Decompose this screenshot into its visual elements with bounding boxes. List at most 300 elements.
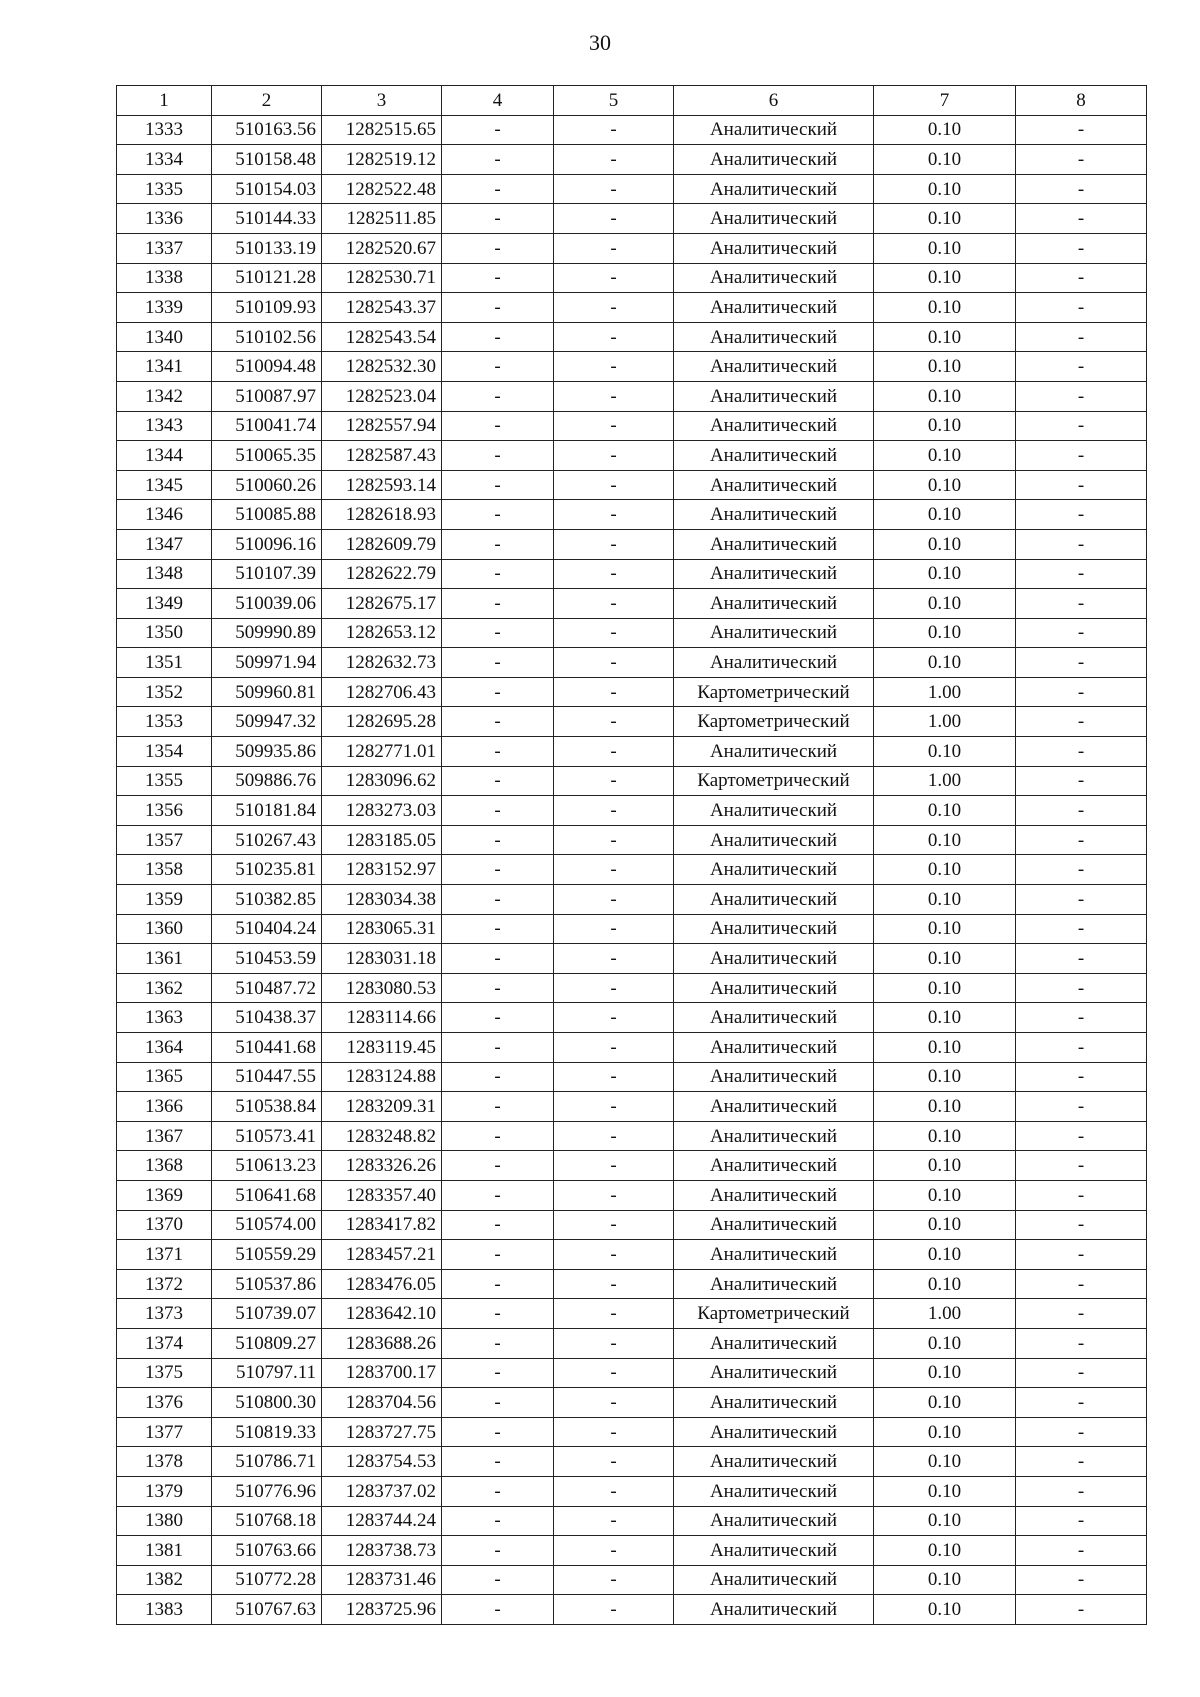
column-8-cell: - [1016,381,1147,411]
method-cell: Аналитический [674,411,874,441]
table-row [117,737,1147,767]
x-coordinate-cell: 510487.72 [212,973,322,1003]
column-8-cell: - [1016,796,1147,826]
y-coordinate-cell: 1283065.31 [322,914,442,944]
column-4-cell: - [442,1151,554,1181]
method-cell: Аналитический [674,1269,874,1299]
column-8-cell: - [1016,618,1147,648]
method-cell: Аналитический [674,973,874,1003]
column-5-cell: - [554,441,674,471]
accuracy-cell: 0.10 [874,1121,1016,1151]
accuracy-cell: 0.10 [874,1476,1016,1506]
column-5-cell: - [554,263,674,293]
column-8-cell: - [1016,174,1147,204]
x-coordinate-cell: 509990.89 [212,618,322,648]
accuracy-cell: 0.10 [874,1358,1016,1388]
y-coordinate-cell: 1283700.17 [322,1358,442,1388]
x-coordinate-cell: 510809.27 [212,1328,322,1358]
column-8-cell: - [1016,233,1147,263]
method-cell: Аналитический [674,1565,874,1595]
y-coordinate-cell: 1283096.62 [322,766,442,796]
y-coordinate-cell: 1282522.48 [322,174,442,204]
table-row [117,914,1147,944]
table-row [117,1210,1147,1240]
column-8-cell: - [1016,973,1147,1003]
y-coordinate-cell: 1283476.05 [322,1269,442,1299]
y-coordinate-cell: 1283725.96 [322,1595,442,1625]
column-4-cell: - [442,914,554,944]
accuracy-cell: 0.10 [874,1033,1016,1063]
column-8-cell: - [1016,1003,1147,1033]
column-4-cell: - [442,1121,554,1151]
accuracy-cell: 0.10 [874,145,1016,175]
x-coordinate-cell: 510158.48 [212,145,322,175]
method-cell: Аналитический [674,648,874,678]
accuracy-cell: 0.10 [874,115,1016,145]
x-coordinate-cell: 510447.55 [212,1062,322,1092]
page-number: 30 [589,30,611,55]
x-coordinate-cell: 509971.94 [212,648,322,678]
y-coordinate-cell: 1283114.66 [322,1003,442,1033]
x-coordinate-cell: 510144.33 [212,204,322,234]
accuracy-cell: 0.10 [874,1092,1016,1122]
y-coordinate-cell: 1283642.10 [322,1299,442,1329]
y-coordinate-cell: 1283080.53 [322,973,442,1003]
x-coordinate-cell: 510133.19 [212,233,322,263]
x-coordinate-cell: 510786.71 [212,1447,322,1477]
column-8-cell: - [1016,944,1147,974]
point-number-cell: 1370 [117,1210,212,1240]
table-row [117,973,1147,1003]
column-4-cell: - [442,174,554,204]
table-row [117,707,1147,737]
table-row [117,145,1147,175]
column-8-cell: - [1016,1121,1147,1151]
point-number-cell: 1351 [117,648,212,678]
y-coordinate-cell: 1282706.43 [322,677,442,707]
accuracy-cell: 0.10 [874,618,1016,648]
accuracy-cell: 0.10 [874,559,1016,589]
column-8-cell: - [1016,115,1147,145]
point-number-cell: 1381 [117,1536,212,1566]
column-4-cell: - [442,352,554,382]
method-cell: Аналитический [674,500,874,530]
y-coordinate-cell: 1282557.94 [322,411,442,441]
method-cell: Аналитический [674,1240,874,1270]
column-4-cell: - [442,1033,554,1063]
column-4-cell: - [442,1565,554,1595]
column-4-cell: - [442,1180,554,1210]
y-coordinate-cell: 1283119.45 [322,1033,442,1063]
method-cell: Аналитический [674,115,874,145]
table-row [117,1180,1147,1210]
table-row [117,174,1147,204]
column-8-cell: - [1016,885,1147,915]
method-cell: Аналитический [674,914,874,944]
accuracy-cell: 0.10 [874,381,1016,411]
accuracy-cell: 0.10 [874,1328,1016,1358]
column-5-cell: - [554,1476,674,1506]
column-5-cell: - [554,1210,674,1240]
table-row [117,263,1147,293]
y-coordinate-cell: 1282511.85 [322,204,442,234]
method-cell: Аналитический [674,825,874,855]
column-8-cell: - [1016,322,1147,352]
column-4-cell: - [442,1328,554,1358]
method-cell: Аналитический [674,529,874,559]
y-coordinate-cell: 1282587.43 [322,441,442,471]
y-coordinate-cell: 1282543.37 [322,293,442,323]
point-number-cell: 1368 [117,1151,212,1181]
point-number-cell: 1349 [117,589,212,619]
point-number-cell: 1348 [117,559,212,589]
point-number-cell: 1340 [117,322,212,352]
method-cell: Аналитический [674,441,874,471]
accuracy-cell: 0.10 [874,441,1016,471]
point-number-cell: 1338 [117,263,212,293]
y-coordinate-cell: 1283209.31 [322,1092,442,1122]
column-8-cell: - [1016,1062,1147,1092]
method-cell: Аналитический [674,174,874,204]
table-row [117,766,1147,796]
method-cell: Аналитический [674,944,874,974]
column-4-cell: - [442,973,554,1003]
column-4-cell: - [442,589,554,619]
y-coordinate-cell: 1282530.71 [322,263,442,293]
column-4-cell: - [442,1595,554,1625]
x-coordinate-cell: 510107.39 [212,559,322,589]
x-coordinate-cell: 510102.56 [212,322,322,352]
point-number-cell: 1352 [117,677,212,707]
table-row [117,1033,1147,1063]
column-4-cell: - [442,1506,554,1536]
column-4-cell: - [442,204,554,234]
accuracy-cell: 0.10 [874,885,1016,915]
point-number-cell: 1374 [117,1328,212,1358]
y-coordinate-cell: 1283248.82 [322,1121,442,1151]
column-8-cell: - [1016,1240,1147,1270]
column-5-cell: - [554,1417,674,1447]
column-5-cell: - [554,1299,674,1329]
y-coordinate-cell: 1283744.24 [322,1506,442,1536]
column-4-cell: - [442,500,554,530]
table-row [117,825,1147,855]
column-5-cell: - [554,293,674,323]
column-5-cell: - [554,825,674,855]
point-number-cell: 1356 [117,796,212,826]
method-cell: Аналитический [674,1388,874,1418]
accuracy-cell: 0.10 [874,204,1016,234]
table-row [117,618,1147,648]
accuracy-cell: 0.10 [874,914,1016,944]
point-number-cell: 1341 [117,352,212,382]
y-coordinate-cell: 1283152.97 [322,855,442,885]
column-8-cell: - [1016,352,1147,382]
column-4-cell: - [442,263,554,293]
column-8-cell: - [1016,263,1147,293]
y-coordinate-cell: 1283457.21 [322,1240,442,1270]
column-8-cell: - [1016,707,1147,737]
column-5-cell: - [554,648,674,678]
method-cell: Аналитический [674,1476,874,1506]
point-number-cell: 1373 [117,1299,212,1329]
method-cell: Аналитический [674,1033,874,1063]
column-5-cell: - [554,973,674,1003]
table-row [117,411,1147,441]
accuracy-cell: 0.10 [874,1180,1016,1210]
y-coordinate-cell: 1282609.79 [322,529,442,559]
x-coordinate-cell: 510060.26 [212,470,322,500]
accuracy-cell: 0.10 [874,352,1016,382]
method-cell: Аналитический [674,1447,874,1477]
column-4-cell: - [442,1092,554,1122]
table-row [117,1121,1147,1151]
column-5-cell: - [554,559,674,589]
column-header: 5 [554,86,674,116]
column-5-cell: - [554,1447,674,1477]
column-4-cell: - [442,1536,554,1566]
x-coordinate-cell: 510087.97 [212,381,322,411]
y-coordinate-cell: 1283704.56 [322,1388,442,1418]
method-cell: Аналитический [674,381,874,411]
column-5-cell: - [554,885,674,915]
point-number-cell: 1360 [117,914,212,944]
x-coordinate-cell: 510267.43 [212,825,322,855]
column-4-cell: - [442,1003,554,1033]
y-coordinate-cell: 1282543.54 [322,322,442,352]
table-row [117,796,1147,826]
column-5-cell: - [554,381,674,411]
column-5-cell: - [554,1240,674,1270]
table-row [117,559,1147,589]
x-coordinate-cell: 510641.68 [212,1180,322,1210]
column-5-cell: - [554,1595,674,1625]
x-coordinate-cell: 510538.84 [212,1092,322,1122]
table-row [117,352,1147,382]
column-header: 2 [212,86,322,116]
table-row [117,1092,1147,1122]
accuracy-cell: 0.10 [874,1062,1016,1092]
column-4-cell: - [442,381,554,411]
column-8-cell: - [1016,1299,1147,1329]
y-coordinate-cell: 1283738.73 [322,1536,442,1566]
column-8-cell: - [1016,1328,1147,1358]
y-coordinate-cell: 1283031.18 [322,944,442,974]
column-8-cell: - [1016,204,1147,234]
column-4-cell: - [442,1210,554,1240]
point-number-cell: 1365 [117,1062,212,1092]
method-cell: Аналитический [674,263,874,293]
method-cell: Аналитический [674,1328,874,1358]
point-number-cell: 1361 [117,944,212,974]
x-coordinate-cell: 510800.30 [212,1388,322,1418]
column-header: 4 [442,86,554,116]
column-8-cell: - [1016,145,1147,175]
x-coordinate-cell: 510573.41 [212,1121,322,1151]
accuracy-cell: 0.10 [874,1565,1016,1595]
table-row [117,677,1147,707]
method-cell: Аналитический [674,322,874,352]
column-4-cell: - [442,825,554,855]
accuracy-cell: 0.10 [874,973,1016,1003]
point-number-cell: 1376 [117,1388,212,1418]
accuracy-cell: 0.10 [874,1506,1016,1536]
column-8-cell: - [1016,825,1147,855]
point-number-cell: 1364 [117,1033,212,1063]
method-cell: Аналитический [674,1062,874,1092]
column-4-cell: - [442,293,554,323]
table-row [117,1151,1147,1181]
column-5-cell: - [554,589,674,619]
x-coordinate-cell: 510404.24 [212,914,322,944]
point-number-cell: 1379 [117,1476,212,1506]
table-row [117,885,1147,915]
column-4-cell: - [442,1388,554,1418]
table-row [117,1595,1147,1625]
x-coordinate-cell: 510163.56 [212,115,322,145]
column-4-cell: - [442,145,554,175]
column-5-cell: - [554,411,674,441]
column-5-cell: - [554,145,674,175]
x-coordinate-cell: 510094.48 [212,352,322,382]
column-8-cell: - [1016,1269,1147,1299]
column-4-cell: - [442,115,554,145]
column-5-cell: - [554,500,674,530]
method-cell: Картометрический [674,1299,874,1329]
table-row [117,500,1147,530]
method-cell: Аналитический [674,470,874,500]
x-coordinate-cell: 510537.86 [212,1269,322,1299]
method-cell: Аналитический [674,233,874,263]
y-coordinate-cell: 1283124.88 [322,1062,442,1092]
column-8-cell: - [1016,1506,1147,1536]
accuracy-cell: 0.10 [874,1447,1016,1477]
point-number-cell: 1344 [117,441,212,471]
column-8-cell: - [1016,1595,1147,1625]
accuracy-cell: 0.10 [874,1595,1016,1625]
y-coordinate-cell: 1282593.14 [322,470,442,500]
column-8-cell: - [1016,1180,1147,1210]
point-number-cell: 1339 [117,293,212,323]
x-coordinate-cell: 510121.28 [212,263,322,293]
column-8-cell: - [1016,1358,1147,1388]
table-row [117,1476,1147,1506]
column-4-cell: - [442,618,554,648]
column-5-cell: - [554,1536,674,1566]
point-number-cell: 1375 [117,1358,212,1388]
column-header: 8 [1016,86,1147,116]
accuracy-cell: 0.10 [874,855,1016,885]
x-coordinate-cell: 510776.96 [212,1476,322,1506]
column-8-cell: - [1016,411,1147,441]
column-4-cell: - [442,766,554,796]
y-coordinate-cell: 1282523.04 [322,381,442,411]
table-row [117,648,1147,678]
point-number-cell: 1345 [117,470,212,500]
table-row [117,589,1147,619]
x-coordinate-cell: 510065.35 [212,441,322,471]
y-coordinate-cell: 1283727.75 [322,1417,442,1447]
table-row [117,1417,1147,1447]
column-8-cell: - [1016,1417,1147,1447]
column-5-cell: - [554,677,674,707]
point-number-cell: 1359 [117,885,212,915]
y-coordinate-cell: 1282515.65 [322,115,442,145]
table-row [117,381,1147,411]
point-number-cell: 1377 [117,1417,212,1447]
method-cell: Аналитический [674,559,874,589]
column-8-cell: - [1016,766,1147,796]
table-row [117,1565,1147,1595]
column-8-cell: - [1016,1151,1147,1181]
table-row [117,1299,1147,1329]
column-8-cell: - [1016,293,1147,323]
column-4-cell: - [442,233,554,263]
table-row [117,944,1147,974]
column-5-cell: - [554,529,674,559]
table-row [117,1003,1147,1033]
y-coordinate-cell: 1282675.17 [322,589,442,619]
accuracy-cell: 0.10 [874,944,1016,974]
column-4-cell: - [442,1358,554,1388]
column-5-cell: - [554,766,674,796]
column-4-cell: - [442,1240,554,1270]
column-8-cell: - [1016,677,1147,707]
method-cell: Картометрический [674,707,874,737]
method-cell: Аналитический [674,855,874,885]
point-number-cell: 1342 [117,381,212,411]
point-number-cell: 1350 [117,618,212,648]
method-cell: Аналитический [674,293,874,323]
column-8-cell: - [1016,500,1147,530]
point-number-cell: 1358 [117,855,212,885]
point-number-cell: 1383 [117,1595,212,1625]
column-4-cell: - [442,1299,554,1329]
method-cell: Аналитический [674,1358,874,1388]
point-number-cell: 1346 [117,500,212,530]
column-5-cell: - [554,796,674,826]
method-cell: Аналитический [674,1121,874,1151]
point-number-cell: 1336 [117,204,212,234]
x-coordinate-cell: 509886.76 [212,766,322,796]
x-coordinate-cell: 510797.11 [212,1358,322,1388]
y-coordinate-cell: 1282632.73 [322,648,442,678]
column-4-cell: - [442,737,554,767]
point-number-cell: 1371 [117,1240,212,1270]
column-5-cell: - [554,1388,674,1418]
column-5-cell: - [554,233,674,263]
column-4-cell: - [442,322,554,352]
y-coordinate-cell: 1282532.30 [322,352,442,382]
accuracy-cell: 1.00 [874,677,1016,707]
y-coordinate-cell: 1283273.03 [322,796,442,826]
accuracy-cell: 0.10 [874,1269,1016,1299]
column-4-cell: - [442,441,554,471]
table-row [117,470,1147,500]
x-coordinate-cell: 510041.74 [212,411,322,441]
method-cell: Аналитический [674,618,874,648]
table-row [117,1447,1147,1477]
point-number-cell: 1355 [117,766,212,796]
point-number-cell: 1334 [117,145,212,175]
column-5-cell: - [554,352,674,382]
accuracy-cell: 0.10 [874,648,1016,678]
point-number-cell: 1354 [117,737,212,767]
accuracy-cell: 0.10 [874,1536,1016,1566]
point-number-cell: 1366 [117,1092,212,1122]
method-cell: Аналитический [674,1595,874,1625]
x-coordinate-cell: 510768.18 [212,1506,322,1536]
